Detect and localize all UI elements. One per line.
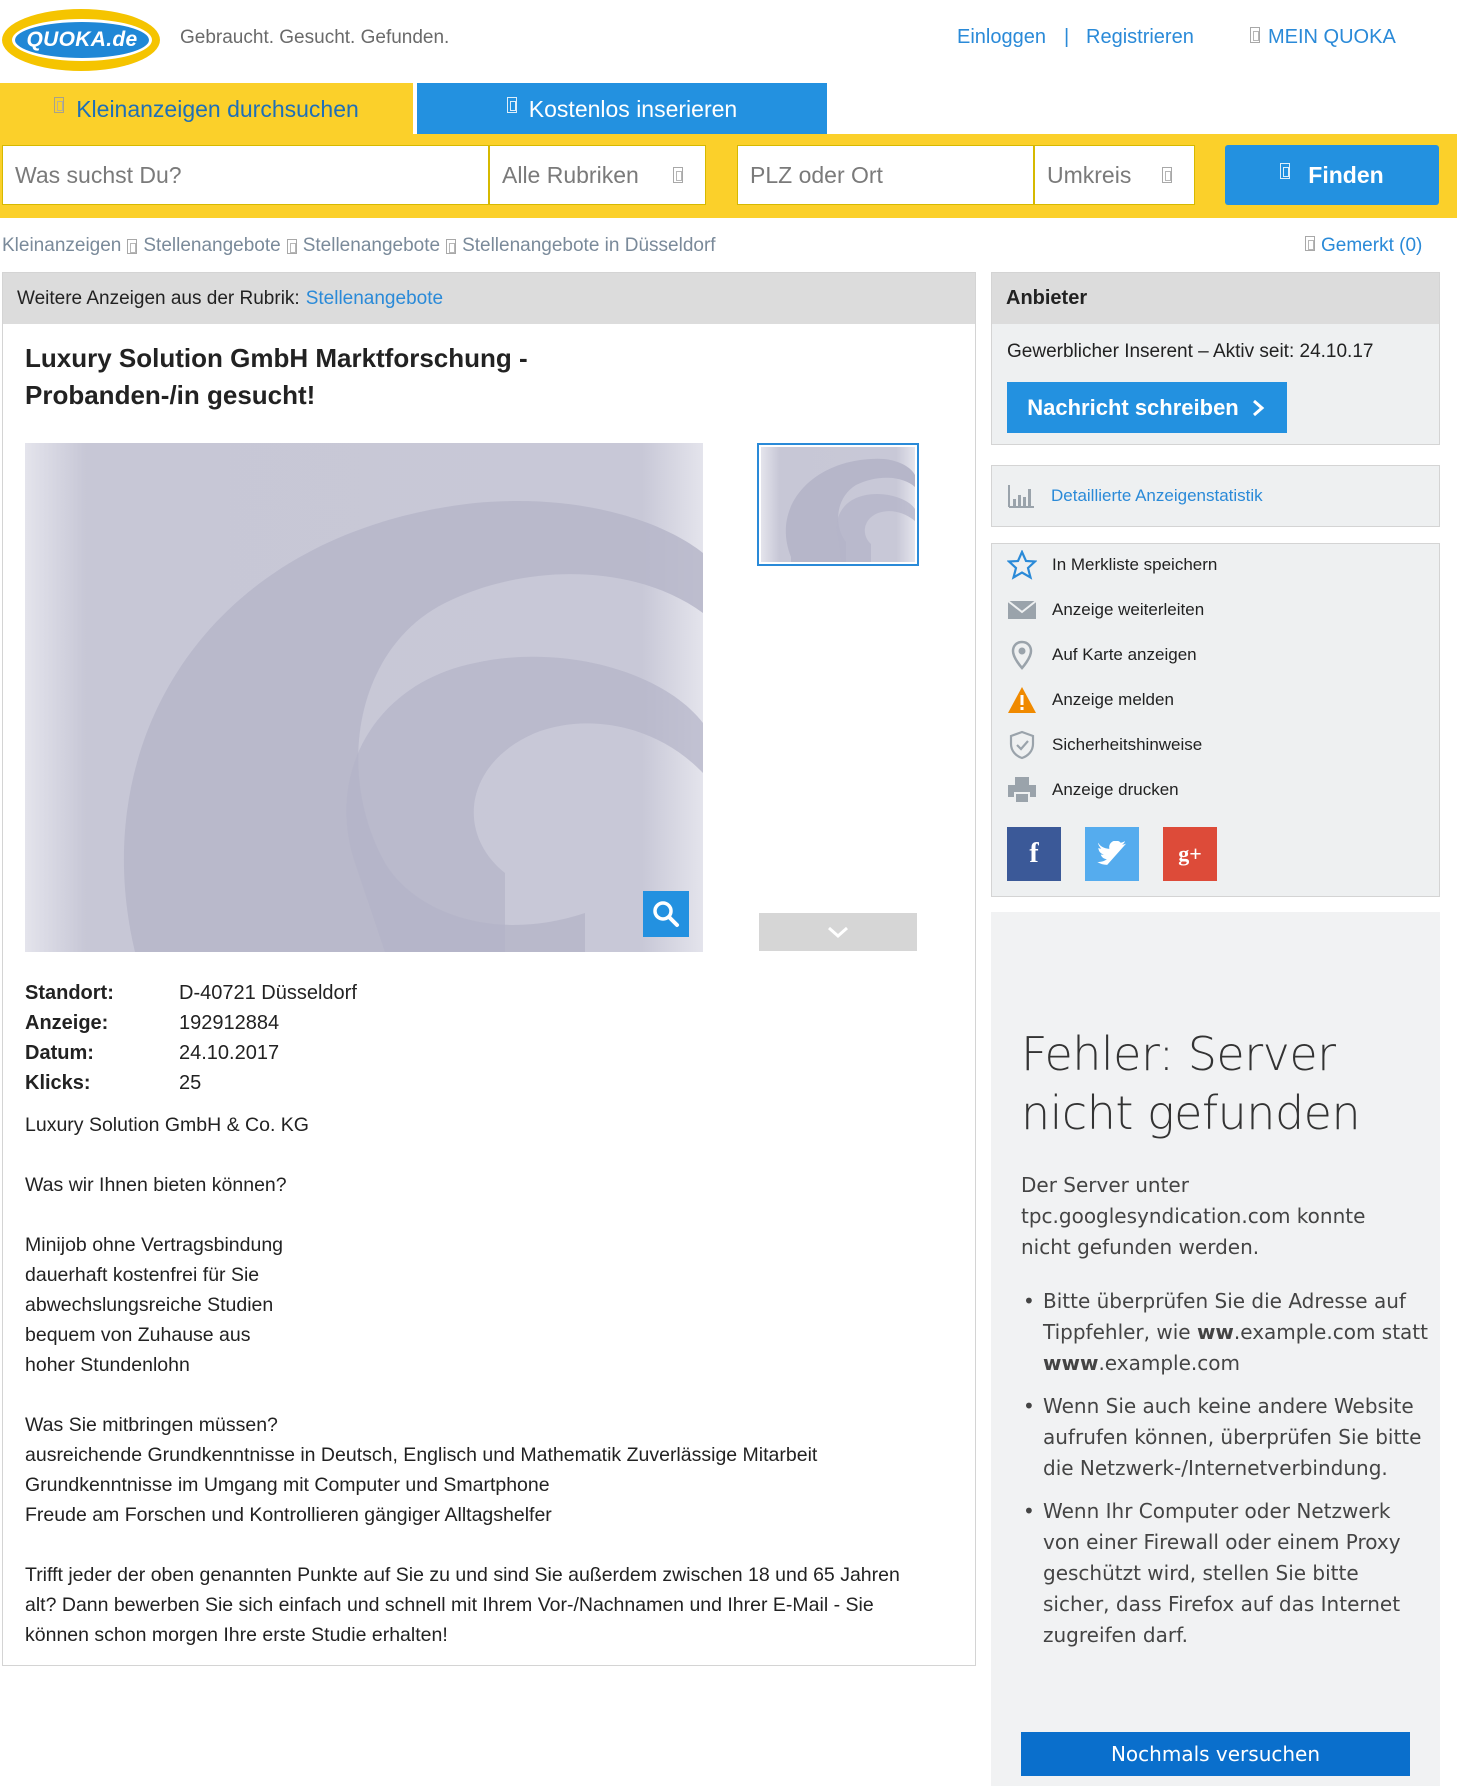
login-link[interactable]: Einloggen — [957, 26, 1046, 48]
printer-icon — [1007, 775, 1037, 805]
rubrik-bar — [3, 273, 975, 324]
search-input-placeholder: Was suchst Du? — [15, 161, 182, 188]
rubrik-link[interactable]: Stellenangebote — [305, 287, 444, 309]
tab-insert-label: Kostenlos inserieren — [528, 95, 738, 122]
post-tab-icon — [507, 97, 517, 113]
google-plus-icon: g+ — [1178, 841, 1202, 866]
tab-post-ad[interactable] — [417, 83, 827, 135]
bar-chart-icon — [1007, 483, 1035, 509]
breadcrumb-item[interactable]: Kleinanzeigen — [2, 235, 122, 256]
listing-title-line: Luxury Solution GmbH Marktforschung - — [25, 343, 528, 373]
facebook-share-button[interactable] — [1007, 827, 1061, 881]
listing-main-image[interactable] — [25, 443, 703, 952]
description-offer-heading: Was wir Ihnen bieten können? — [25, 1174, 287, 1196]
warning-icon — [1007, 685, 1037, 715]
star-icon — [1007, 550, 1037, 580]
thumbnail-scroll-down-button[interactable] — [759, 913, 917, 951]
detail-label: Anzeige: — [25, 1012, 109, 1034]
placeholder-swirl-graphic — [25, 443, 703, 952]
detail-label: Klicks: — [25, 1072, 91, 1094]
error-tip: • Wenn Sie auch keine andere Website aufrufen können, überprüfen Sie bitte die Netzwerk-/Internetverbindung. — [1021, 1391, 1431, 1484]
error-tip — [1021, 1286, 1431, 1379]
action-label: Anzeige weiterleiten — [1052, 600, 1205, 619]
error-tip-text: Bitte überprüfen Sie die Adresse auf Tippfehler, wie — [1043, 1289, 1406, 1344]
zoom-button[interactable] — [643, 891, 689, 937]
report-ad-action[interactable] — [1007, 682, 1174, 718]
description-offer-list — [25, 1230, 925, 1380]
register-link[interactable]: Registrieren — [1086, 26, 1194, 48]
bookmarked-link[interactable] — [1305, 235, 1422, 257]
save-to-watchlist-action[interactable] — [1007, 547, 1217, 583]
forward-ad-action[interactable] — [1007, 592, 1204, 628]
twitter-bird-icon — [1097, 841, 1127, 867]
bookmark-icon — [1305, 236, 1315, 251]
detail-row — [25, 1068, 357, 1098]
error-tip-text: .example.com — [1098, 1351, 1240, 1375]
error-message: Der Server unter tpc.googlesyndication.com konnte nicht gefunden werden. — [1021, 1173, 1366, 1259]
detail-row — [25, 1008, 357, 1038]
description-closing: Trifft jeder der oben genannten Punkte auf Sie zu und sind Sie außerdem zwischen 18 und 65 Jahren alt? Dann bewerben Sie sich einfach und schnell mit Ihrem Vor-/Nachnamen und Ihrer E-Mail - Sie können schon morgen Ihre erste Studie erhalten! — [25, 1564, 900, 1646]
tagline: Gebraucht. Gesucht. Gefunden. — [180, 27, 450, 48]
detail-value: 25 — [179, 1072, 202, 1094]
safety-tips-action[interactable] — [1007, 727, 1202, 763]
breadcrumb-item[interactable]: Stellenangebote in Düsseldorf — [462, 235, 716, 256]
error-tip-text: .example.com statt — [1233, 1320, 1428, 1344]
chevron-down-icon — [1162, 167, 1172, 183]
listing-title-line: Probanden-/in gesucht! — [25, 380, 316, 410]
requirement-item: Grundkenntnisse im Umgang mit Computer und Smartphone — [25, 1474, 550, 1496]
tab-search-classifieds[interactable] — [0, 83, 413, 135]
mein-quoka-link[interactable] — [1250, 26, 1396, 49]
statistics-label: Detaillierte Anzeigenstatistik — [1051, 486, 1263, 505]
detail-label: Datum: — [25, 1042, 94, 1064]
requirements-heading: Was Sie mitbringen müssen? — [25, 1414, 278, 1436]
chevron-right-icon — [1249, 398, 1267, 418]
breadcrumb-separator-icon — [287, 239, 297, 254]
action-label: Sicherheitshinweise — [1052, 735, 1203, 754]
error-tip: • Wenn Ihr Computer oder Netzwerk von einer Firewall oder einem Proxy geschützt wird, stellen Sie bitte sicher, dass Firefox auf das Internet zugreifen darf. — [1021, 1496, 1431, 1651]
google-plus-share-button[interactable] — [1163, 827, 1217, 881]
detail-value: 24.10.2017 — [179, 1042, 280, 1064]
breadcrumb — [2, 235, 716, 257]
search-tab-icon — [54, 97, 64, 113]
action-label: Anzeige melden — [1052, 690, 1174, 709]
thumbnail-swirl-graphic — [761, 447, 915, 562]
radius-select-value: Umkreis — [1047, 161, 1132, 188]
map-pin-icon — [1007, 640, 1037, 670]
write-message-label: Nachricht schreiben — [1027, 394, 1239, 420]
detail-label: Standort: — [25, 982, 114, 1004]
facebook-icon: f — [1029, 838, 1039, 869]
breadcrumb-separator-icon — [446, 239, 456, 254]
bookmarked-label: Gemerkt (0) — [1321, 235, 1423, 256]
action-label: Anzeige drucken — [1052, 780, 1179, 799]
listing-description — [25, 1110, 925, 1680]
provider-info: Gewerblicher Inserent – Aktiv seit: 24.10.17 — [1007, 341, 1374, 362]
detail-row — [25, 978, 357, 1008]
listing-details — [25, 978, 357, 1098]
action-label: Auf Karte anzeigen — [1052, 645, 1197, 664]
retry-button[interactable]: Nochmals versuchen — [1021, 1732, 1410, 1776]
show-on-map-action[interactable] — [1007, 637, 1197, 673]
breadcrumb-item[interactable]: Stellenangebote — [302, 235, 441, 256]
magnifier-icon — [651, 899, 681, 929]
breadcrumb-separator-icon — [127, 239, 137, 254]
logo-text: QUOKA.de — [26, 28, 138, 51]
shield-icon — [1007, 730, 1037, 760]
write-message-button[interactable] — [1007, 382, 1287, 433]
rubrik-prefix: Weitere Anzeigen aus der Rubrik: — [17, 287, 300, 309]
error-title: Fehler: Server nicht gefunden — [1021, 1027, 1361, 1140]
category-select[interactable] — [489, 145, 706, 205]
description-requirements — [25, 1410, 925, 1530]
detail-row — [25, 1038, 357, 1068]
offer-item: dauerhaft kostenfrei für Sie — [25, 1264, 260, 1286]
offer-item: hoher Stundenlohn — [25, 1354, 190, 1376]
listing-title — [25, 340, 585, 414]
print-ad-action[interactable] — [1007, 772, 1179, 808]
image-thumbnail[interactable] — [757, 443, 919, 566]
error-tips-list — [1021, 1286, 1431, 1663]
location-input[interactable] — [737, 145, 1034, 205]
search-input[interactable] — [2, 145, 489, 205]
envelope-icon — [1007, 595, 1037, 625]
tab-search-label: Kleinanzeigen durchsuchen — [76, 95, 359, 122]
breadcrumb-item[interactable]: Stellenangebote — [143, 235, 281, 256]
statistics-link[interactable] — [1007, 483, 1263, 509]
requirement-item: ausreichende Grundkenntnisse in Deutsch, Englisch und Mathematik Zuverlässige Mitarbeit — [25, 1444, 818, 1466]
offer-item: abwechslungsreiche Studien — [25, 1294, 274, 1316]
twitter-share-button[interactable] — [1085, 827, 1139, 881]
user-icon — [1250, 27, 1260, 43]
description-company: Luxury Solution GmbH & Co. KG — [25, 1114, 309, 1136]
quoka-logo[interactable] — [2, 9, 160, 71]
offer-item: bequem von Zuhause aus — [25, 1324, 251, 1346]
mein-quoka-label: MEIN QUOKA — [1268, 26, 1396, 48]
header-separator: | — [1064, 26, 1070, 48]
offer-item: Minijob ohne Vertragsbindung — [25, 1234, 284, 1256]
error-tip-emphasis: www — [1043, 1351, 1099, 1375]
find-button[interactable] — [1225, 145, 1439, 205]
action-label: In Merkliste speichern — [1052, 555, 1218, 574]
radius-select[interactable] — [1034, 145, 1195, 205]
detail-value: D-40721 Düsseldorf — [179, 982, 357, 1004]
find-button-label: Finden — [1308, 161, 1384, 188]
chevron-down-icon — [826, 925, 850, 939]
detail-value: 192912884 — [179, 1012, 280, 1034]
chevron-down-icon — [673, 167, 683, 183]
error-tip-emphasis: ww — [1196, 1320, 1234, 1344]
provider-heading: Anbieter — [992, 273, 1439, 324]
location-input-placeholder: PLZ oder Ort — [750, 161, 883, 188]
search-icon — [1280, 163, 1290, 179]
category-select-value: Alle Rubriken — [502, 161, 639, 188]
requirement-item: Freude am Forschen und Kontrollieren gängiger Alltagshelfer — [25, 1504, 552, 1526]
